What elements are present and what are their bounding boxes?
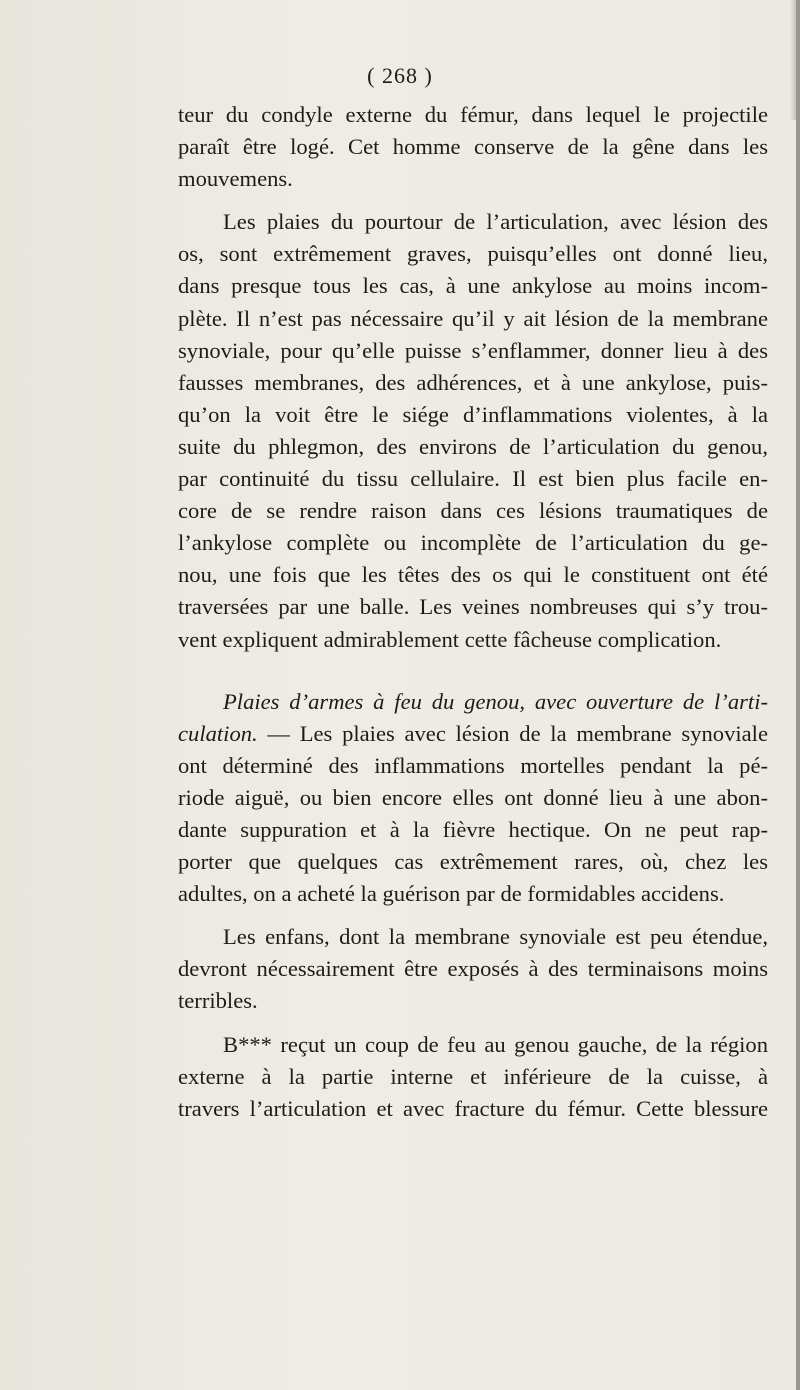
text-line: par continuité du tissu cellulaire. Il est bien plus facile en- — [178, 466, 768, 492]
text-line: terribles. — [178, 988, 258, 1014]
text-line: B*** reçut un coup de feu au genou gauche, de la région — [223, 1031, 768, 1057]
paragraph-5 — [178, 1029, 768, 1125]
text-line: porter que quelques cas extrêmement rares, où, chez les — [178, 849, 768, 875]
text-line: Les plaies du pourtour de l’articulation, avec lésion des — [223, 209, 768, 235]
text-line: synoviale, pour qu’elle puisse s’enflammer, donner lieu à des — [178, 337, 768, 363]
text-line: devront nécessairement être exposés à des terminaisons moins — [178, 956, 768, 982]
text-line: dante suppuration et à la fièvre hectique. On ne peut rap- — [178, 816, 768, 842]
text-line — [178, 718, 768, 750]
page-number: ( 268 ) — [367, 63, 433, 88]
text-line: l’ankylose complète ou incomplète de l’articulation du ge- — [178, 530, 768, 556]
text-line: dans presque tous les cas, à une ankylose au moins incom- — [178, 273, 768, 299]
section-heading: Plaies d’armes à feu du genou, avec ouverture de l’arti- — [223, 688, 768, 714]
text-line: paraît être logé. Cet homme conserve de la gêne dans les — [178, 134, 768, 160]
text-line: traversées par une balle. Les veines nombreuses qui s’y trou- — [178, 594, 768, 620]
text-line: adultes, on a acheté la guérison par de formidables accidens. — [178, 881, 725, 907]
text-line: suite du phlegmon, des environs de l’articulation du genou, — [178, 433, 768, 459]
paragraph-1 — [178, 99, 768, 195]
paragraph-4 — [178, 921, 768, 1017]
body-text — [178, 99, 768, 1125]
paragraph-3 — [178, 686, 768, 911]
text-line-rest: — Les plaies avec lésion de la membrane synoviale — [257, 720, 768, 746]
text-line: ont déterminé des inflammations mortelles pendant la pé- — [178, 752, 768, 778]
text-line: core de se rendre raison dans ces lésions traumatiques de — [178, 498, 768, 524]
paragraph-2 — [178, 206, 768, 655]
text-line: riode aiguë, ou bien encore elles ont donné lieu à une abon- — [178, 784, 768, 810]
text-line: teur du condyle externe du fémur, dans lequel le projectile — [178, 102, 768, 127]
text-line: vent expliquent admirablement cette fâcheuse complication. — [178, 626, 722, 652]
text-line: plète. Il n’est pas nécessaire qu’il y ait lésion de la membrane — [178, 305, 768, 331]
page-edge — [796, 0, 800, 1390]
section-heading-end: culation. — [178, 720, 258, 746]
text-line: mouvemens. — [178, 166, 293, 192]
text-line: Les enfans, dont la membrane synoviale est peu étendue, — [223, 924, 768, 950]
text-line: os, sont extrêmement graves, puisqu’elles ont donné lieu, — [178, 241, 768, 267]
text-line: fausses membranes, des adhérences, et à une ankylose, puis- — [178, 369, 768, 395]
text-line: nou, une fois que les têtes des os qui le constituent ont été — [178, 562, 768, 588]
text-line: travers l’articulation et avec fracture du fémur. Cette blessure — [178, 1095, 768, 1121]
text-line: externe à la partie interne et inférieure de la cuisse, à — [178, 1063, 768, 1089]
text-line: qu’on la voit être le siége d’inflammations violentes, à la — [178, 401, 768, 427]
